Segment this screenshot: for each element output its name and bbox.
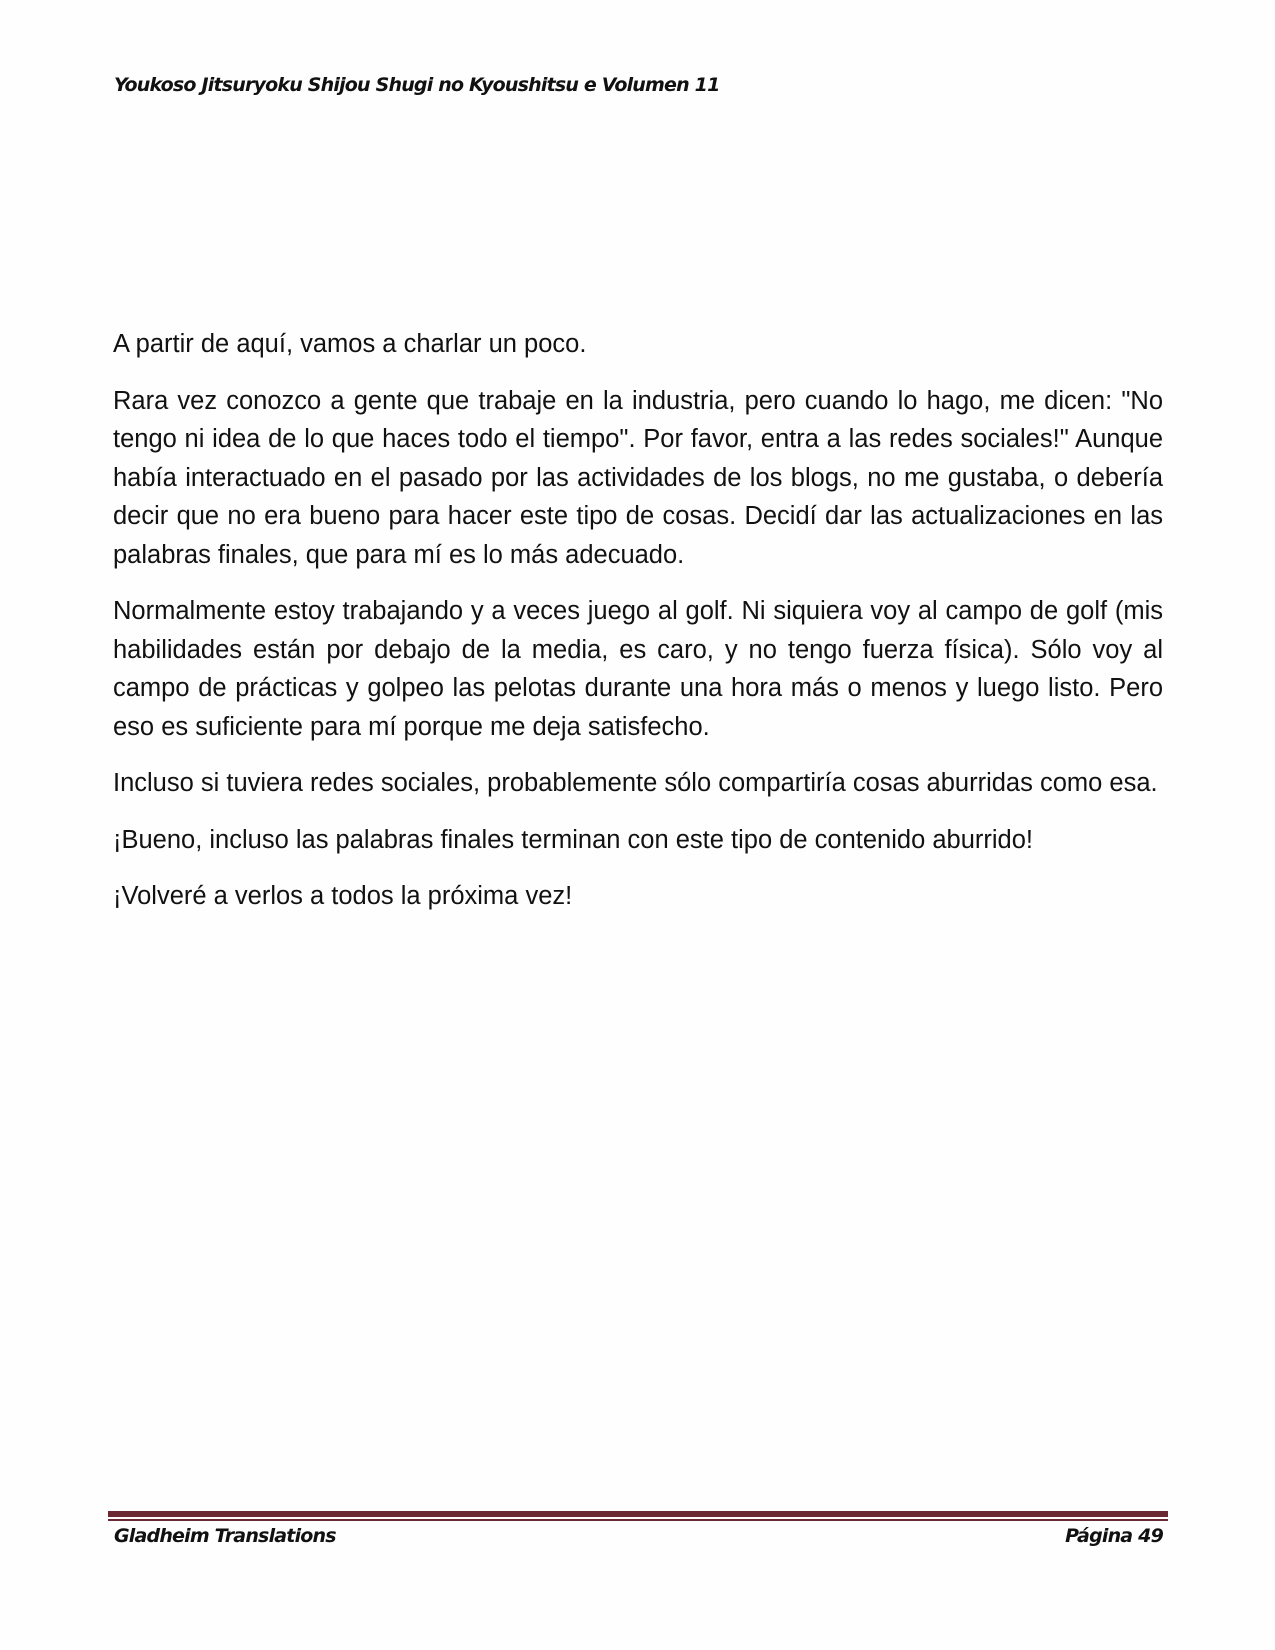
- paragraph: ¡Bueno, incluso las palabras finales terminan con este tipo de contenido aburrido!: [113, 825, 1033, 854]
- running-header: Youkoso Jitsuryoku Shijou Shugi no Kyoushitsu e Volumen 11: [114, 74, 720, 96]
- paragraph: Incluso si tuviera redes sociales, probablemente sólo compartiría cosas aburridas como esa.: [113, 769, 1158, 797]
- footer-rule-thick: [108, 1511, 1168, 1517]
- footer-rule-thin: [108, 1519, 1168, 1521]
- body-text: [113, 325, 1163, 934]
- footer-page-number: Página 49: [1065, 1525, 1163, 1547]
- paragraph: ¡Volveré a verlos a todos la próxima vez!: [113, 882, 573, 910]
- footer-publisher: Gladheim Translations: [114, 1525, 336, 1547]
- paragraph: A partir de aquí, vamos a charlar un poco.: [113, 330, 587, 358]
- paragraph: Normalmente estoy trabajando y a veces juego al golf. Ni siquiera voy al campo de golf (mis habilidades están por debajo de la media, es caro, y no tengo fuerza física). Sólo voy al campo de prácticas y golpeo las pelotas durante una hora más o menos y luego listo. Pero eso es suficiente para mí porque me deja satisfecho.: [113, 597, 1163, 741]
- paragraph: Rara vez conozco a gente que trabaje en la industria, pero cuando lo hago, me dicen: "No tengo ni idea de lo que haces todo el tiempo". Por favor, entra a las redes sociales!" Aunque había interactuado en el pasado por las actividades de los blogs, no me gustaba, o debería decir que no era bueno para hacer este tipo de cosas. Decidí dar las actualizaciones en las palabras finales, que para mí es lo más adecuado.: [113, 386, 1163, 569]
